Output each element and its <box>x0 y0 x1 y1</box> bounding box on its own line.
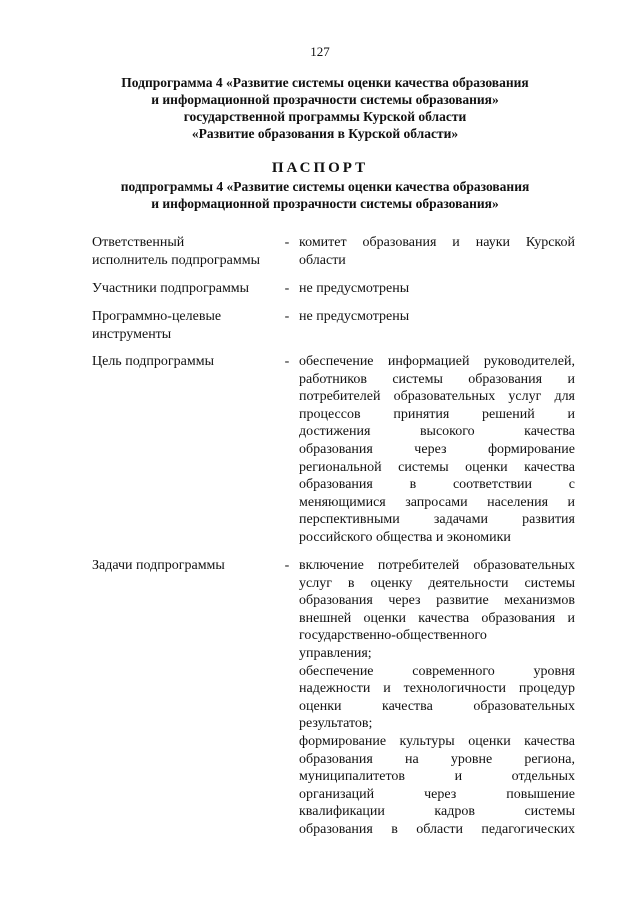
row-label <box>92 280 277 298</box>
row-label-line: Задачи подпрограммы <box>92 558 225 573</box>
row-dash: - <box>284 354 290 369</box>
row-value-line: процессов принятия решений и <box>299 406 575 422</box>
row-value-line: квалификации кадров системы <box>299 804 575 820</box>
row-value-line: комитет образования и науки Курской <box>299 235 575 250</box>
row-value-line: управления; <box>299 645 372 661</box>
row-value-line: региональной системы оценки качества <box>299 459 575 475</box>
row-value-line: формирование культуры оценки качества <box>299 733 575 749</box>
row-value-line: меняющимися запросами населения и <box>299 494 575 510</box>
passport-subtitle <box>90 178 560 212</box>
row-value-line: достижения высокого качества <box>299 424 575 440</box>
heading-line: «Развитие образования в Курской области» <box>191 126 459 141</box>
heading-line: государственной программы Курской области <box>183 109 467 124</box>
row-value-line: внешней оценки качества образования и <box>299 610 575 626</box>
row-value-line: надежности и технологичности процедур <box>299 681 575 697</box>
row-value-line: российского общества и экономики <box>299 529 511 545</box>
row-value <box>299 353 575 547</box>
row-value-line: области <box>299 252 346 268</box>
row-value-line: образования на уровне региона, <box>299 751 575 767</box>
row-label-line: Программно-целевые <box>92 309 222 324</box>
row-value-line: не предусмотрены <box>299 281 410 296</box>
row-label-line: инструменты <box>92 326 172 342</box>
row-label <box>92 557 277 575</box>
row-label-line: Участники подпрограммы <box>92 281 250 296</box>
row-value-line: государственно-общественного <box>299 628 487 644</box>
row-value-line: обеспечение информацией руководителей, <box>299 354 575 369</box>
row-value <box>299 308 575 326</box>
row-dash: - <box>284 281 290 296</box>
row-value-line: не предусмотрены <box>299 309 410 324</box>
row-value-line: образования в соответствии с <box>299 477 575 493</box>
row-label-line: Цель подпрограммы <box>92 354 214 369</box>
row-value-line: образования через формирование <box>299 441 575 457</box>
row-value-line: услуг в оценку деятельности системы <box>299 575 575 591</box>
document-heading <box>90 74 560 142</box>
row-label-line: Ответственный <box>92 235 185 250</box>
passport-subtitle-line: и информационной прозрачности системы образования» <box>151 196 499 211</box>
row-dash: - <box>284 558 290 573</box>
row-label <box>92 353 277 371</box>
row-value-line: образования через развитие механизмов <box>299 593 575 609</box>
row-label <box>92 234 277 269</box>
row-value-line: муниципалитетов и отдельных <box>299 769 575 785</box>
row-value-line: перспективными задачами развития <box>299 512 575 528</box>
row-value-line: результатов; <box>299 716 373 732</box>
row-value <box>299 557 575 839</box>
row-value-line: работников системы образования и <box>299 371 575 387</box>
passport-title: ПАСПОРТ <box>271 160 369 176</box>
row-value-line: образования в области педагогических <box>299 821 575 837</box>
row-value <box>299 234 575 269</box>
heading-line: Подпрограмма 4 «Развитие системы оценки качества образования <box>121 75 529 90</box>
row-label-line: исполнитель подпрограммы <box>92 252 260 268</box>
row-dash: - <box>284 235 290 250</box>
row-value-line: оценки качества образовательных <box>299 698 575 714</box>
page-number: 127 <box>310 44 330 59</box>
row-dash: - <box>284 309 290 324</box>
row-label <box>92 308 277 343</box>
row-value-line: организаций через повышение <box>299 786 575 802</box>
passport-subtitle-line: подпрограммы 4 «Развитие системы оценки качества образования <box>120 179 530 194</box>
row-value-line: включение потребителей образовательных <box>299 558 575 573</box>
heading-line: и информационной прозрачности системы образования» <box>151 92 499 107</box>
row-value <box>299 280 575 298</box>
row-value-line: обеспечение современного уровня <box>299 663 575 679</box>
row-value-line: потребителей образовательных услуг для <box>299 389 575 405</box>
